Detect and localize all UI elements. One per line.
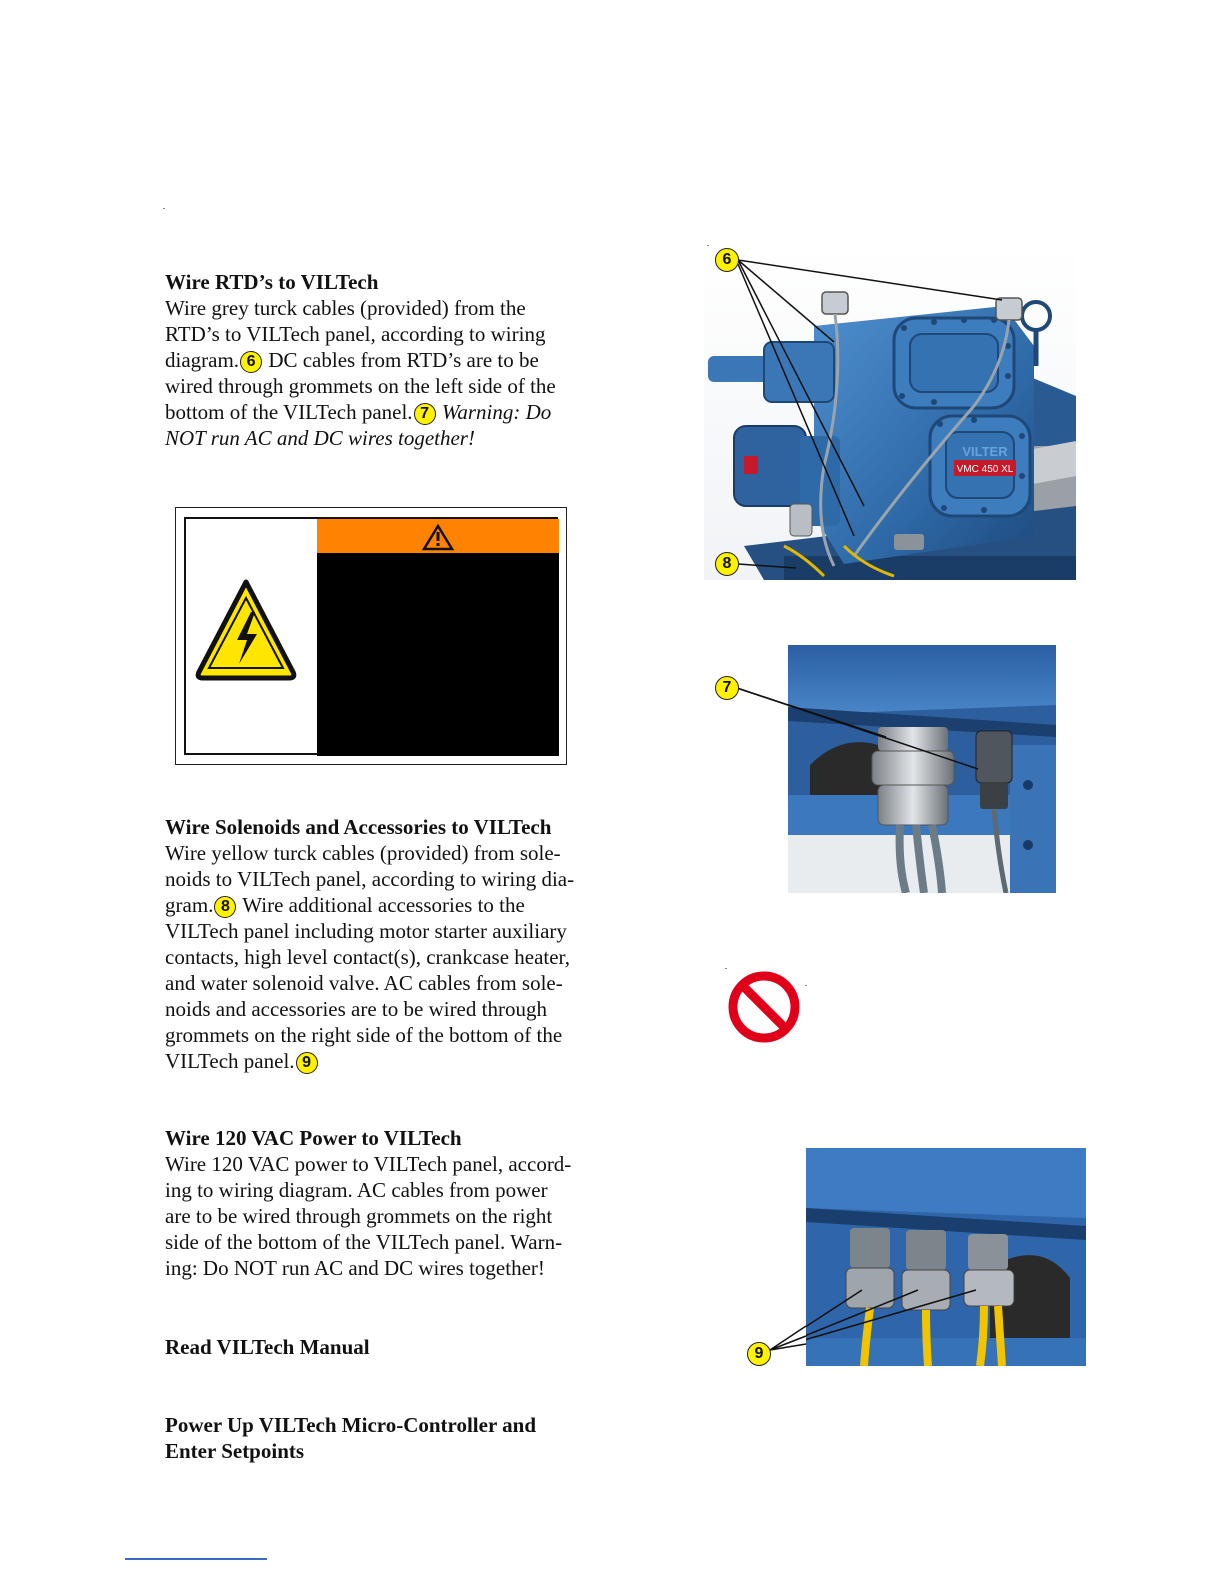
photo-callout-badge: 8 bbox=[715, 552, 739, 576]
warning-header-bar bbox=[317, 519, 559, 553]
callout-badge: 8 bbox=[214, 896, 236, 918]
photo-callout-badge: 6 bbox=[715, 248, 739, 272]
photo-callout-badge: 9 bbox=[747, 1342, 771, 1366]
text-line bbox=[165, 892, 615, 918]
section-rtd-body bbox=[165, 295, 605, 451]
text-line: noids to VILTech panel, according to wiring dia- bbox=[165, 867, 575, 891]
text-line: and water solenoid valve. AC cables from sole- bbox=[165, 971, 563, 995]
section-power-heading: Wire 120 VAC Power to VILTech bbox=[165, 1126, 462, 1150]
text-line: Wire grey turck cables (provided) from the bbox=[165, 296, 526, 320]
left-grommets-photo bbox=[710, 645, 1056, 893]
section-rtd bbox=[165, 269, 605, 451]
right-grommets-photo bbox=[740, 1148, 1086, 1372]
text-fragment: Wire additional accessories to the bbox=[237, 893, 525, 917]
hazard-warning-label bbox=[175, 507, 567, 765]
text-line: grommets on the right side of the bottom of the bbox=[165, 1023, 563, 1047]
text-fragment: diagram. bbox=[165, 348, 240, 372]
warning-message-panel bbox=[317, 553, 559, 756]
stray-mark bbox=[725, 968, 727, 969]
text-line: wired through grommets on the left side of the bbox=[165, 374, 556, 398]
section-solenoids-heading: Wire Solenoids and Accessories to VILTech bbox=[165, 815, 552, 839]
text-line bbox=[165, 399, 605, 425]
text-line: RTD’s to VILTech panel, according to wiring bbox=[165, 322, 546, 346]
brand-label: VILTER bbox=[962, 444, 1008, 459]
text-line: contacts, high level contact(s), crankcase heater, bbox=[165, 945, 570, 969]
prohibition-icon bbox=[725, 970, 805, 1046]
electrical-hazard-icon bbox=[193, 576, 299, 684]
text-fragment: DC cables from RTD’s are to be bbox=[263, 348, 539, 372]
callout-badge: 7 bbox=[414, 403, 436, 425]
text-line: ing to wiring diagram. AC cables from power bbox=[165, 1178, 548, 1202]
compressor-photo bbox=[704, 246, 1076, 580]
warning-alert-icon bbox=[317, 519, 559, 553]
footnote-separator bbox=[125, 1558, 267, 1560]
text-fragment: gram. bbox=[165, 893, 214, 917]
stray-mark bbox=[805, 985, 807, 986]
text-line: side of the bottom of the VILTech panel. Warn- bbox=[165, 1230, 563, 1254]
text-line: Wire yellow turck cables (provided) from sole- bbox=[165, 841, 561, 865]
text-line: noids and accessories are to be wired through bbox=[165, 997, 547, 1021]
stray-mark bbox=[163, 208, 165, 209]
warning-text: Warning: Do bbox=[436, 400, 552, 424]
section-power bbox=[165, 1125, 615, 1281]
nameplate-label: VMC 450 XL bbox=[956, 464, 1014, 475]
section-solenoids bbox=[165, 814, 615, 1074]
text-line: VILTech panel including motor starter auxiliary bbox=[165, 919, 567, 943]
text-fragment: bottom of the VILTech panel. bbox=[165, 400, 413, 424]
photo-callout-badge: 7 bbox=[715, 676, 739, 700]
callout-badge: 6 bbox=[240, 351, 262, 373]
section-manual-heading: Read VILTech Manual bbox=[165, 1335, 370, 1359]
section-powerup-heading: Power Up VILTech Micro-Controller and bbox=[165, 1413, 537, 1437]
warning-text: NOT run AC and DC wires together! bbox=[165, 426, 475, 450]
section-rtd-heading: Wire RTD’s to VILTech bbox=[165, 270, 379, 294]
callout-badge: 9 bbox=[296, 1052, 318, 1074]
text-line: are to be wired through grommets on the right bbox=[165, 1204, 553, 1228]
section-power-body bbox=[165, 1151, 615, 1281]
section-powerup bbox=[165, 1412, 536, 1464]
text-line: ing: Do NOT run AC and DC wires together! bbox=[165, 1256, 545, 1280]
text-line bbox=[165, 1048, 615, 1074]
text-line bbox=[165, 347, 605, 373]
text-fragment: VILTech panel. bbox=[165, 1049, 295, 1073]
section-solenoids-body bbox=[165, 840, 615, 1074]
section-powerup-heading: Enter Setpoints bbox=[165, 1439, 305, 1463]
text-line: Wire 120 VAC power to VILTech panel, accord- bbox=[165, 1152, 572, 1176]
